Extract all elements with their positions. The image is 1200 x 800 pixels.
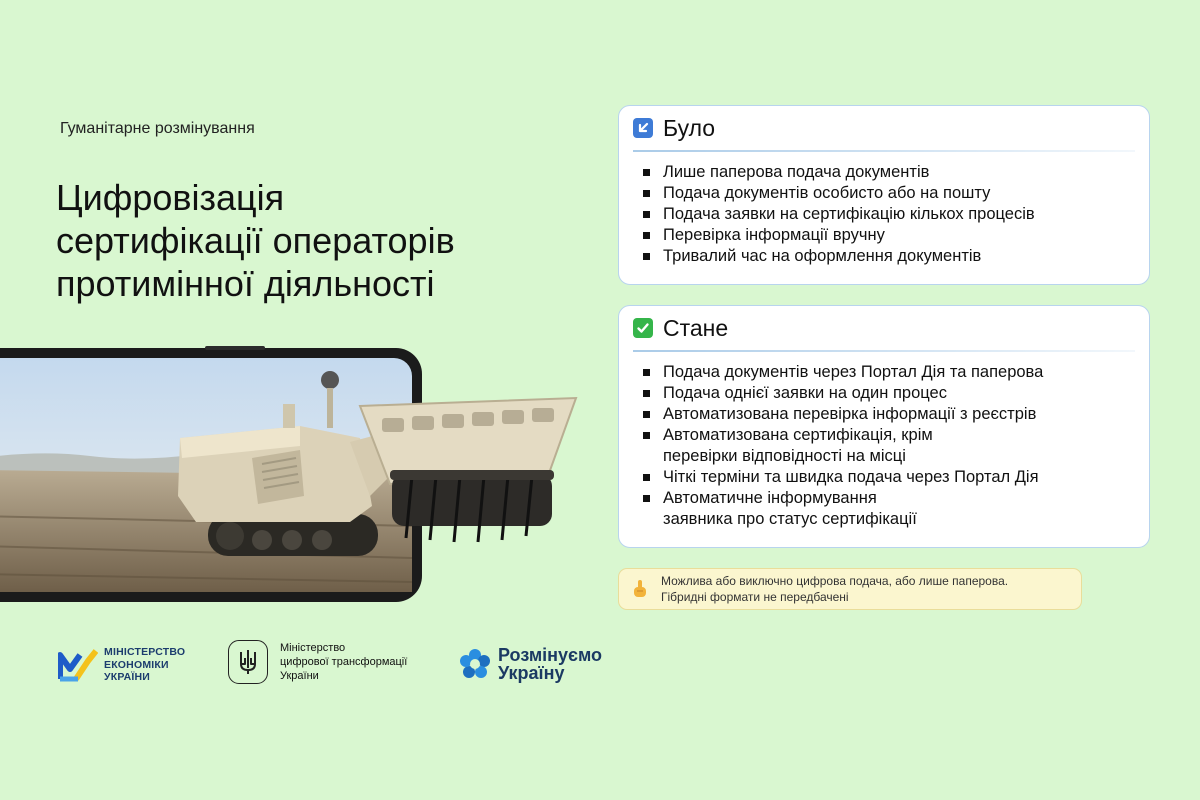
after-card (618, 305, 1150, 548)
title-line: протимінної діяльності (56, 263, 435, 304)
before-card (618, 105, 1150, 285)
logo-text-line: Україну (498, 663, 565, 683)
ministry-of-economy-logo (58, 646, 185, 684)
list-item: Лише паперова подача документів (641, 162, 1137, 183)
list-item: Перевірка інформації вручну (641, 225, 1137, 246)
list-item: Чіткі терміни та швидка подача через Портал Дія (641, 467, 1137, 488)
flower-logo-icon (458, 647, 492, 681)
title-line: Цифровізація (56, 177, 285, 218)
note-text (661, 574, 1008, 605)
before-card-title: Було (663, 114, 716, 141)
back-arrow-icon (633, 118, 653, 138)
page-kicker: Гуманітарне розмінування (60, 120, 255, 137)
title-line: сертифікації операторів (56, 220, 455, 261)
note-line: Гібридні формати не передбачені (661, 589, 849, 604)
logo-text-line: МІНІСТЕРСТВО (104, 646, 186, 658)
check-mark-icon (633, 318, 653, 338)
logo-text-line: УКРАЇНИ (104, 671, 151, 683)
list-item: Подача документів особисто або на пошту (641, 183, 1137, 204)
demining-machine-image (0, 346, 600, 606)
list-item: Автоматизована сертифікація, крім перевірки відповідності на місці (641, 425, 1137, 467)
logo-text-line: ЕКОНОМІКИ (104, 658, 169, 671)
page-title (56, 176, 576, 305)
list-item: Подача документів через Портал Дія та паперова (641, 362, 1137, 383)
before-list (641, 162, 1137, 267)
before-card-header (633, 114, 715, 142)
divider (633, 150, 1135, 152)
logo-text-line: Міністерство (280, 642, 346, 654)
demining-ukraine-logo (458, 646, 602, 682)
phone-illustration (0, 346, 600, 606)
divider (633, 350, 1135, 352)
list-item: Автоматичне інформування заявника про статус сертифікації (641, 488, 1137, 530)
list-item: Подача заявки на сертифікацію кількох процесів (641, 204, 1137, 225)
logo-text-line: цифрової трансформації (280, 656, 408, 668)
pointing-up-hand-icon (631, 579, 649, 599)
note-line: Можлива або виключно цифрова подача, або лише паперова. (661, 574, 1009, 588)
list-item: Тривалий час на оформлення документів (641, 246, 1137, 267)
list-item: Подача однієї заявки на один процес (641, 383, 1137, 404)
ministry-of-digital-transformation-logo (228, 640, 407, 684)
logo-text-line: України (280, 670, 319, 682)
trident-icon (228, 640, 268, 684)
logo-text-line: Розмінуємо (498, 645, 603, 665)
note-box (618, 568, 1082, 610)
after-card-header (633, 314, 728, 342)
after-card-title: Стане (663, 314, 729, 341)
economy-m-logo-icon (58, 647, 98, 683)
after-list (641, 362, 1137, 530)
list-item: Автоматизована перевірка інформації з реєстрів (641, 404, 1137, 425)
